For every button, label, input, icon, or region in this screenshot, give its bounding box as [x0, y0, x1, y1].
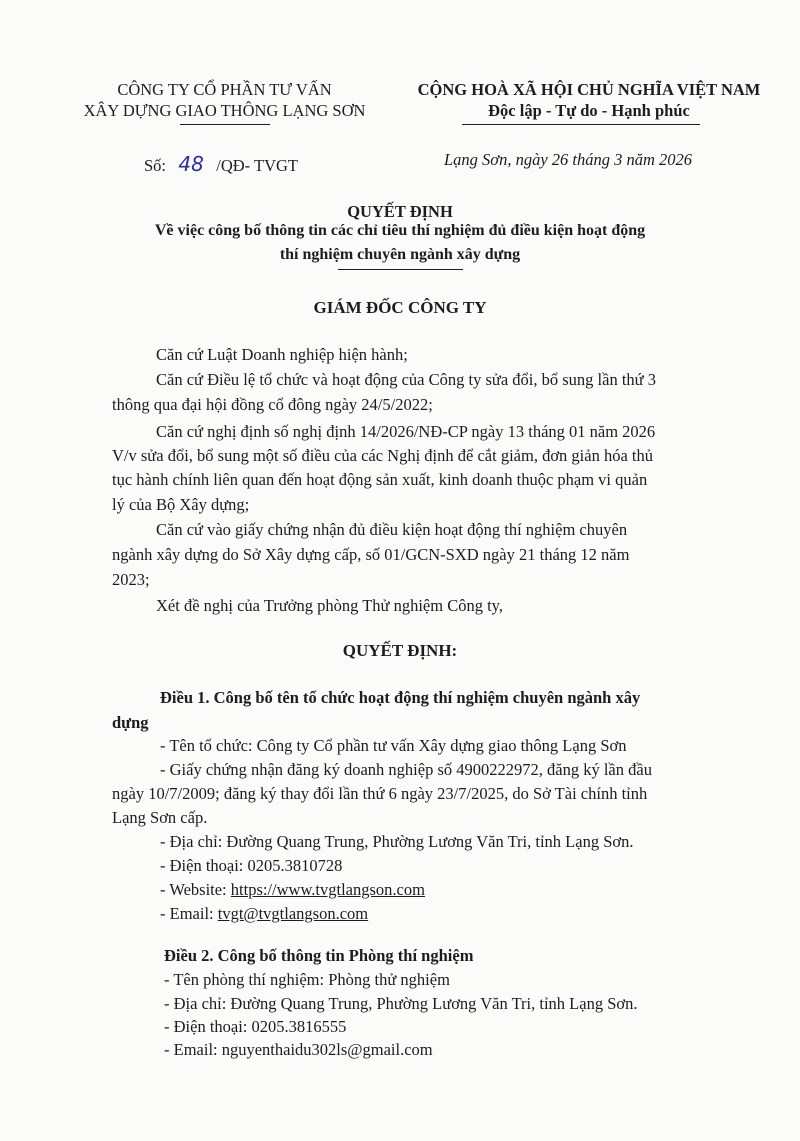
preamble-line: Căn cứ vào giấy chứng nhận đủ điều kiện hoạt động thí nghiệm chuyên [156, 520, 628, 539]
article1-line: - Điện thoại: 0205.3810728 [160, 856, 343, 875]
article1-website [160, 880, 425, 900]
org-name-line1: CÔNG TY CỔ PHẦN TƯ VẤN [117, 80, 332, 99]
handwritten-number: 48 [178, 152, 204, 176]
preamble-line: Xét đề nghị của Trưởng phòng Thử nghiệm Công ty, [156, 596, 503, 615]
org-underline [180, 124, 270, 125]
article1-line: - Giấy chứng nhận đăng ký doanh nghiệp số 4900222972, đăng ký lần đầu [160, 760, 652, 779]
preamble-line: 2023; [112, 570, 150, 589]
number-suffix: /QĐ- TVGT [216, 156, 298, 175]
email-link[interactable]: tvgt@tvgtlangson.com [217, 904, 369, 923]
preamble-line: V/v sửa đổi, bổ sung một số điều của các Nghị định để cắt giảm, đơn giản hóa thủ [112, 446, 653, 465]
decision-heading: QUYẾT ĐỊNH: [342, 641, 458, 660]
preamble-line: Căn cứ Điều lệ tổ chức và hoạt động của Công ty sửa đổi, bổ sung lần thứ 3 [156, 370, 656, 389]
article1-heading: Điều 1. Công bố tên tổ chức hoạt động thí nghiệm chuyên ngành xây [160, 688, 641, 707]
article1-line: - Tên tổ chức: Công ty Cổ phần tư vấn Xây dựng giao thông Lạng Sơn [160, 736, 627, 755]
article2-heading: Điều 2. Công bố thông tin Phòng thí nghiệm [164, 946, 474, 965]
article2-line: - Tên phòng thí nghiệm: Phòng thử nghiệm [164, 970, 450, 989]
website-label: - Website: [160, 880, 231, 899]
authority-heading: GIÁM ĐỐC CÔNG TY [313, 298, 487, 317]
preamble-line: ngành xây dựng do Sở Xây dựng cấp, số 01/GCN-SXD ngày 21 tháng 12 năm [112, 545, 630, 564]
article1-line: - Địa chỉ: Đường Quang Trung, Phường Lương Văn Tri, tỉnh Lạng Sơn. [160, 832, 634, 851]
website-link[interactable]: https://www.tvgtlangson.com [230, 880, 425, 899]
preamble-line: tục hành chính liên quan đến hoạt động sản xuất, kinh doanh thuộc phạm vi quản [112, 470, 648, 489]
decision-subject-line1: Về việc công bố thông tin các chỉ tiêu thí nghiệm đủ điều kiện hoạt động [154, 222, 646, 239]
decision-title: QUYẾT ĐỊNH [347, 202, 453, 221]
number-prefix: Số: [144, 156, 167, 175]
article2-line: - Điện thoại: 0205.3816555 [164, 1017, 347, 1036]
article1-heading-cont: dựng [112, 713, 149, 732]
preamble-line: Căn cứ nghị định số nghị định 14/2026/NĐ-CP ngày 13 tháng 01 năm 2026 [156, 422, 656, 441]
document-number [144, 154, 298, 176]
place-date: Lạng Sơn, ngày 26 tháng 3 năm 2026 [444, 150, 693, 169]
article1-email [160, 904, 368, 924]
article1-line: Lạng Sơn cấp. [112, 808, 208, 827]
preamble-line: Căn cứ Luật Doanh nghiệp hiện hành; [156, 345, 408, 364]
article2-line: - Email: nguyenthaidu302ls@gmail.com [164, 1040, 433, 1059]
preamble-line: thông qua đại hội đồng cổ đông ngày 24/5/2022; [112, 395, 433, 414]
preamble-line: lý của Bộ Xây dựng; [112, 495, 250, 514]
motto-underline [462, 124, 700, 125]
org-name-line2: XÂY DỰNG GIAO THÔNG LẠNG SƠN [83, 101, 366, 120]
title-underline [338, 269, 463, 270]
nation-title: CỘNG HOÀ XÃ HỘI CHỦ NGHĨA VIỆT NAM [417, 80, 761, 99]
email-label: - Email: [160, 904, 218, 923]
article1-line: ngày 10/7/2009; đăng ký thay đổi lần thứ 6 ngày 23/7/2025, do Sở Tài chính tỉnh [112, 784, 648, 803]
article2-line: - Địa chỉ: Đường Quang Trung, Phường Lương Văn Tri, tỉnh Lạng Sơn. [164, 994, 638, 1013]
decision-subject-line2: thí nghiệm chuyên ngành xây dựng [279, 246, 521, 263]
nation-motto: Độc lập - Tự do - Hạnh phúc [488, 101, 690, 120]
